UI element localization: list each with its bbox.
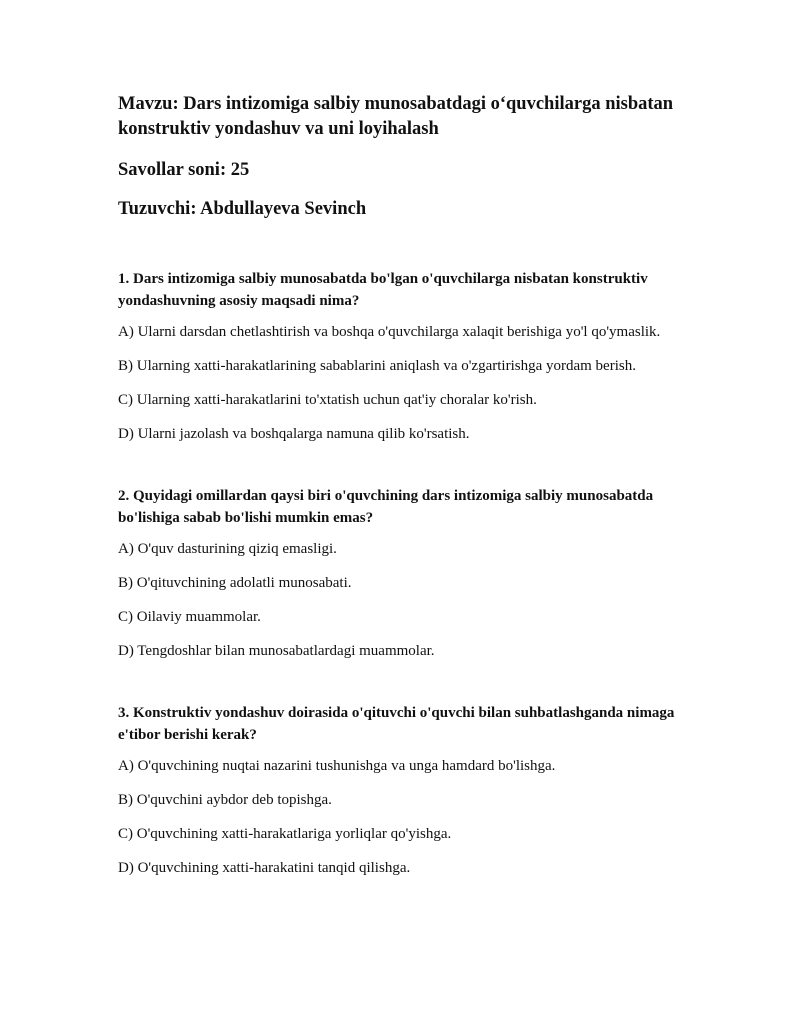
option-c: C) Ularning xatti-harakatlarini to'xtatish uchun qat'iy choralar ko'rish. (118, 392, 537, 408)
document-topic: Mavzu: Dars intizomiga salbiy munosabatdagi o‘quvchilarga nisbatan konstruktiv yondashuv va uni loyihalash (118, 94, 674, 139)
question-1 (118, 268, 688, 445)
document-page (118, 92, 688, 879)
option-a: A) O'quvchining nuqtai nazarini tushunishga va unga hamdard bo'lishga. (118, 758, 556, 774)
option-d: D) Tengdoshlar bilan munosabatlardagi muammolar. (118, 643, 435, 659)
document-author: Tuzuvchi: Abdullayeva Sevinch (118, 199, 367, 219)
option-c: C) Oilaviy muammolar. (118, 609, 261, 625)
option-d: D) O'quvchining xatti-harakatini tanqid qilishga. (118, 860, 411, 876)
question-text: 1. Dars intizomiga salbiy munosabatda bo'lgan o'quvchilarga nisbatan konstruktiv yondashuvning asosiy maqsadi nima? (118, 271, 648, 309)
option-d: D) Ularni jazolash va boshqalarga namuna qilib ko'rsatish. (118, 426, 470, 442)
question-text: 3. Konstruktiv yondashuv doirasida o'qituvchi o'quvchi bilan suhbatlashganda nimaga e'tibor berishi kerak? (118, 705, 675, 743)
option-c: C) O'quvchining xatti-harakatlariga yorliqlar qo'yishga. (118, 826, 452, 842)
option-a: A) O'quv dasturining qiziq emasligi. (118, 541, 337, 557)
question-text: 2. Quyidagi omillardan qaysi biri o'quvchining dars intizomiga salbiy munosabatda bo'lishiga sabab bo'lishi mumkin emas? (118, 488, 654, 526)
option-b: B) O'quvchini aybdor deb topishga. (118, 792, 332, 808)
question-2 (118, 485, 688, 662)
question-3 (118, 702, 688, 879)
option-b: B) Ularning xatti-harakatlarining sabablarini aniqlash va o'zgartirishga yordam berish. (118, 358, 636, 374)
question-list (118, 268, 688, 879)
question-count: Savollar soni: 25 (118, 160, 250, 180)
option-b: B) O'qituvchining adolatli munosabati. (118, 575, 352, 591)
option-a: A) Ularni darsdan chetlashtirish va boshqa o'quvchilarga xalaqit berishiga yo'l qo'ymaslik. (118, 324, 661, 340)
